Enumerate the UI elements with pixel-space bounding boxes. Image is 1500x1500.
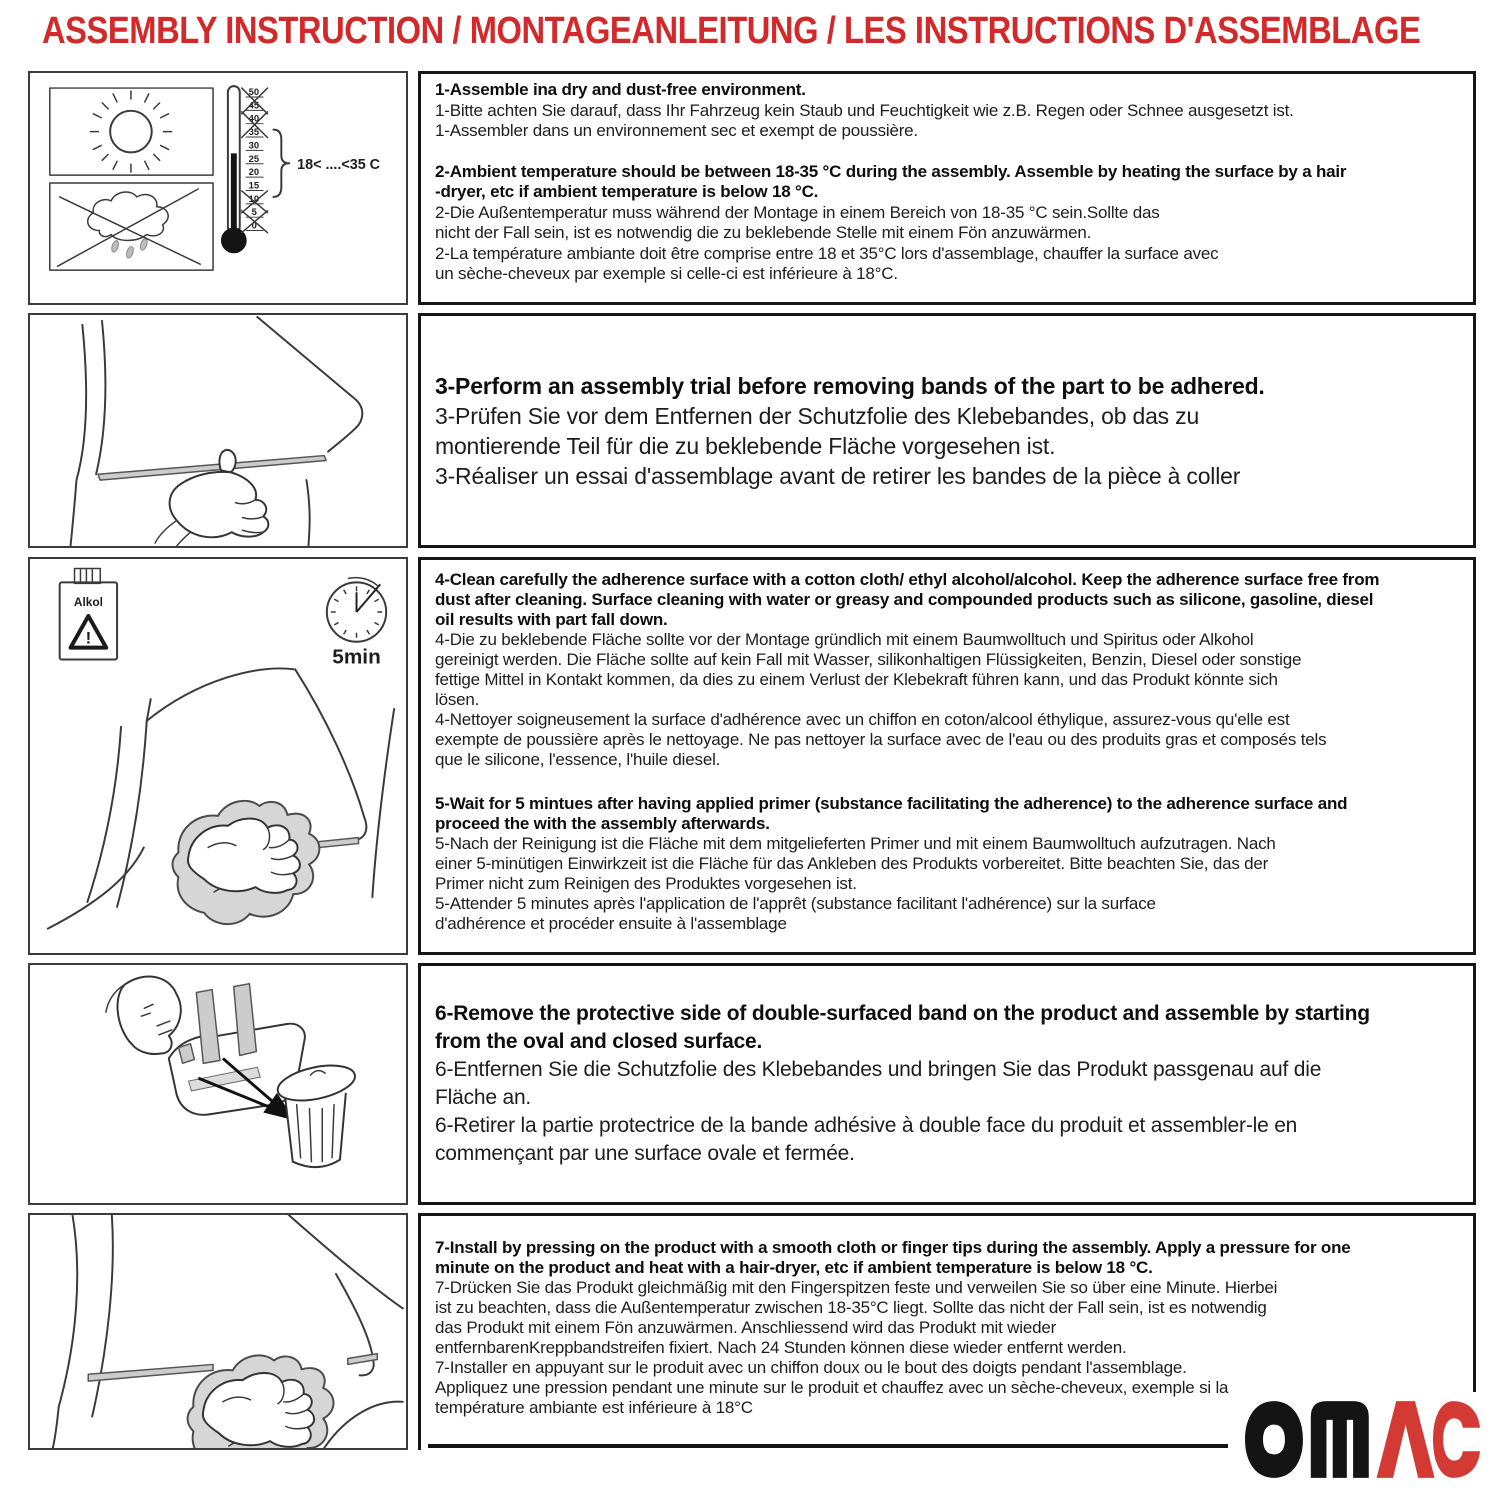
step2-text-de: 2-Die Außentemperatur muss während der Montage in einem Bereich von 18-35 °C sein.Sollte das nicht der Fall sein, ist es notwendig die zu beklebende Stelle mit einem Fön anzuwärmen. — [435, 202, 1160, 242]
omac-logo-mark — [1245, 1401, 1480, 1478]
step3-text-fr: 3-Réaliser un essai d'assemblage avant de retirer les bandes de la pièce à coller — [435, 462, 1241, 489]
step5-text-fr: 5-Attender 5 minutes après l'application de l'apprêt (substance facilitant l'adhérence) sur la surface d'adhérence et procéder ensuite à l'assemblage — [435, 894, 1156, 933]
figure-environment-temperature — [28, 71, 408, 305]
tick-30: 30 — [248, 139, 260, 151]
step7-text-fr: 7-Installer en appuyant sur le produit avec un chiffon doux ou le bout des doigts pendant l'assemblage. Appliquez une pression pendant une minute sur le produit et chauffez avec un sèche-cheveux, exemple si la température ambiante est inférieure à 18°C — [435, 1358, 1229, 1417]
tick-45: 45 — [248, 99, 260, 111]
clean-surface-illustration — [30, 559, 406, 953]
step5-text-en: 5-Wait for 5 mintues after having applied primer (substance facilitating the adherence) to the adherence surface and proceed the with the assembly afterwards. — [435, 794, 1348, 833]
step4-text-de: 4-Die zu beklebende Fläche sollte vor der Montage gründlich mit einem Baumwolltuch und Spiritus oder Alkohol gereinigt werden. Die Fläche sollte auf kein Fall mit Wasser, silikonhaltigen Flüssigkeiten, Benzin, Diesel oder sonstige fettige Mittel in Kontakt kommen, da dies zu einem Verlust der Klebekraft führen kann, und das Produkt könnte sich lösen. — [435, 630, 1302, 709]
trim-strip — [88, 1364, 213, 1381]
step2-text-fr: 2-La température ambiante doit être comprise entre 18 et 35°C lors d'assemblage, chauffer la surface avec un sèche-cheveux par exemple si celle-ci est inférieure à 18°C. — [435, 243, 1219, 283]
step6-text-de: 6-Entfernen Sie die Schutzfolie des Klebebandes und bringen Sie das Produkt passgenau auf die Fläche an. — [435, 1058, 1322, 1109]
tick-0: 0 — [251, 219, 257, 231]
assembly-trial-illustration — [30, 315, 406, 546]
tick-20: 20 — [248, 166, 260, 178]
step7-text-de: 7-Drücken Sie das Produkt gleichmäßig mit den Fingerspitzen feste und verweilen Sie so über eine Minute. Hierbei ist zu beachten, dass die Außentemperatur zwischen 18-35°C liegt. Sollte das nicht der Fall sein, ist es notwendig das Produkt mit einem Fön anzuwärmen. Anschliessend wird das Produkt mit wieder entfernbarenKreppbandstreifen fixiert. Nach 24 Stunden können diese wieder entfernt werden. — [435, 1278, 1278, 1357]
step6-text-en: 6-Remove the protective side of double-surfaced band on the product and assemble by starting from the oval and closed surface. — [435, 1002, 1370, 1053]
warning-exclamation: ! — [85, 628, 92, 648]
omac-logo — [1232, 1392, 1492, 1487]
steps-1-2-text — [418, 71, 1476, 305]
clock-icon — [327, 578, 386, 669]
bottle-label: Alkol — [73, 595, 103, 610]
step3-text-de: 3-Prüfen Sie vor dem Entfernen der Schutzfolie des Klebebandes, ob das zu montierende Teil für die zu beklebende Fläche vorgesehen ist. — [435, 402, 1200, 459]
thermometer-icon — [221, 86, 380, 253]
footer-rule — [428, 1444, 1228, 1448]
hand-with-cloth — [172, 801, 319, 924]
step-3-text — [418, 313, 1476, 548]
step2-text-en: 2-Ambient temperature should be between 18-35 °C during the assembly. Assemble by heating the surface by a hair -dryer, etc if ambient temperature is below 18 °C. — [435, 161, 1347, 201]
tick-35: 35 — [248, 126, 260, 138]
step4-text-en: 4-Clean carefully the adherence surface with a cotton cloth/ ethyl alcohol/alcohol. Keep the adherence surface free from dust after cleaning. Surface cleaning with water or greasy and compounded products such as silicone, gasoline, diesel oil results with part fall down. — [435, 570, 1380, 629]
alcohol-bottle-icon — [60, 568, 117, 659]
tick-25: 25 — [248, 152, 260, 164]
step6-text-fr: 6-Retirer la partie protectrice de la bande adhésive à double face du produit et assembler-le en commençant par une surface ovale et fermée. — [435, 1114, 1298, 1165]
step1-text-en: 1-Assemble ina dry and dust-free environment. — [435, 80, 806, 99]
sun-icon — [50, 88, 213, 175]
step1-text-de: 1-Bitte achten Sie darauf, dass Ihr Fahrzeug kein Staub und Feuchtigkeit wie z.B. Regen oder Schnee ausgesetzt ist. — [435, 100, 1294, 120]
steps-4-5-text — [418, 557, 1476, 955]
press-product-illustration — [30, 1215, 406, 1448]
tick-5: 5 — [251, 206, 257, 218]
environment-temperature-illustration — [30, 73, 406, 303]
no-rain-icon — [50, 183, 213, 270]
figure-remove-band — [28, 963, 408, 1205]
step3-text-en: 3-Perform an assembly trial before removing bands of the part to be adhered. — [435, 372, 1265, 399]
step-6-text — [418, 963, 1476, 1205]
tick-50: 50 — [248, 85, 260, 97]
clock-duration-label: 5min — [332, 645, 381, 669]
temperature-range-label: 18< ....<35 C — [297, 157, 381, 174]
page-title: ASSEMBLY INSTRUCTION / MONTAGEANLEITUNG / LES INSTRUCTIONS D'ASSEMBLAGE — [42, 10, 1421, 52]
step5-text-de: 5-Nach der Reinigung ist die Fläche mit dem mitgelieferten Primer und mit einem Baumwolltuch aufzutragen. Nach einer 5-minütigen Einwirkzeit ist die Fläche für das Ankleben des Produkts vorbereitet. Bitte beachten Sie, das der Primer nicht zum Reinigen des Produktes vorgesehen ist. — [435, 834, 1276, 893]
figure-assembly-trial — [28, 313, 408, 548]
hand-peeling-band — [106, 977, 181, 1054]
step1-text-fr: 1-Assembler dans un environnement sec et exempt de poussière. — [435, 121, 918, 140]
figure-clean-surface — [28, 557, 408, 955]
warning-triangle-icon — [71, 616, 107, 648]
tick-40: 40 — [248, 112, 260, 124]
tick-15: 15 — [248, 179, 260, 191]
tick-10: 10 — [248, 192, 260, 204]
step4-text-fr: 4-Nettoyer soigneusement la surface d'adhérence avec un chiffon en coton/alcool éthylique, assurez-vous qu'elle est exempte de poussière après le nettoyage. Ne pas nettoyer la surface avec de l'eau ou des produits gras et composés tels que le silicone, l'essence, l'huile diesel. — [435, 710, 1327, 769]
remove-band-illustration — [30, 965, 406, 1203]
brace — [273, 130, 289, 197]
step7-text-en: 7-Install by pressing on the product with a smooth cloth or finger tips during the assembly. Apply a pressure for one minute on the product and heat with a hair-dryer, etc if ambient temperature is below 18 °C. — [435, 1238, 1351, 1277]
figure-press-product — [28, 1213, 408, 1450]
